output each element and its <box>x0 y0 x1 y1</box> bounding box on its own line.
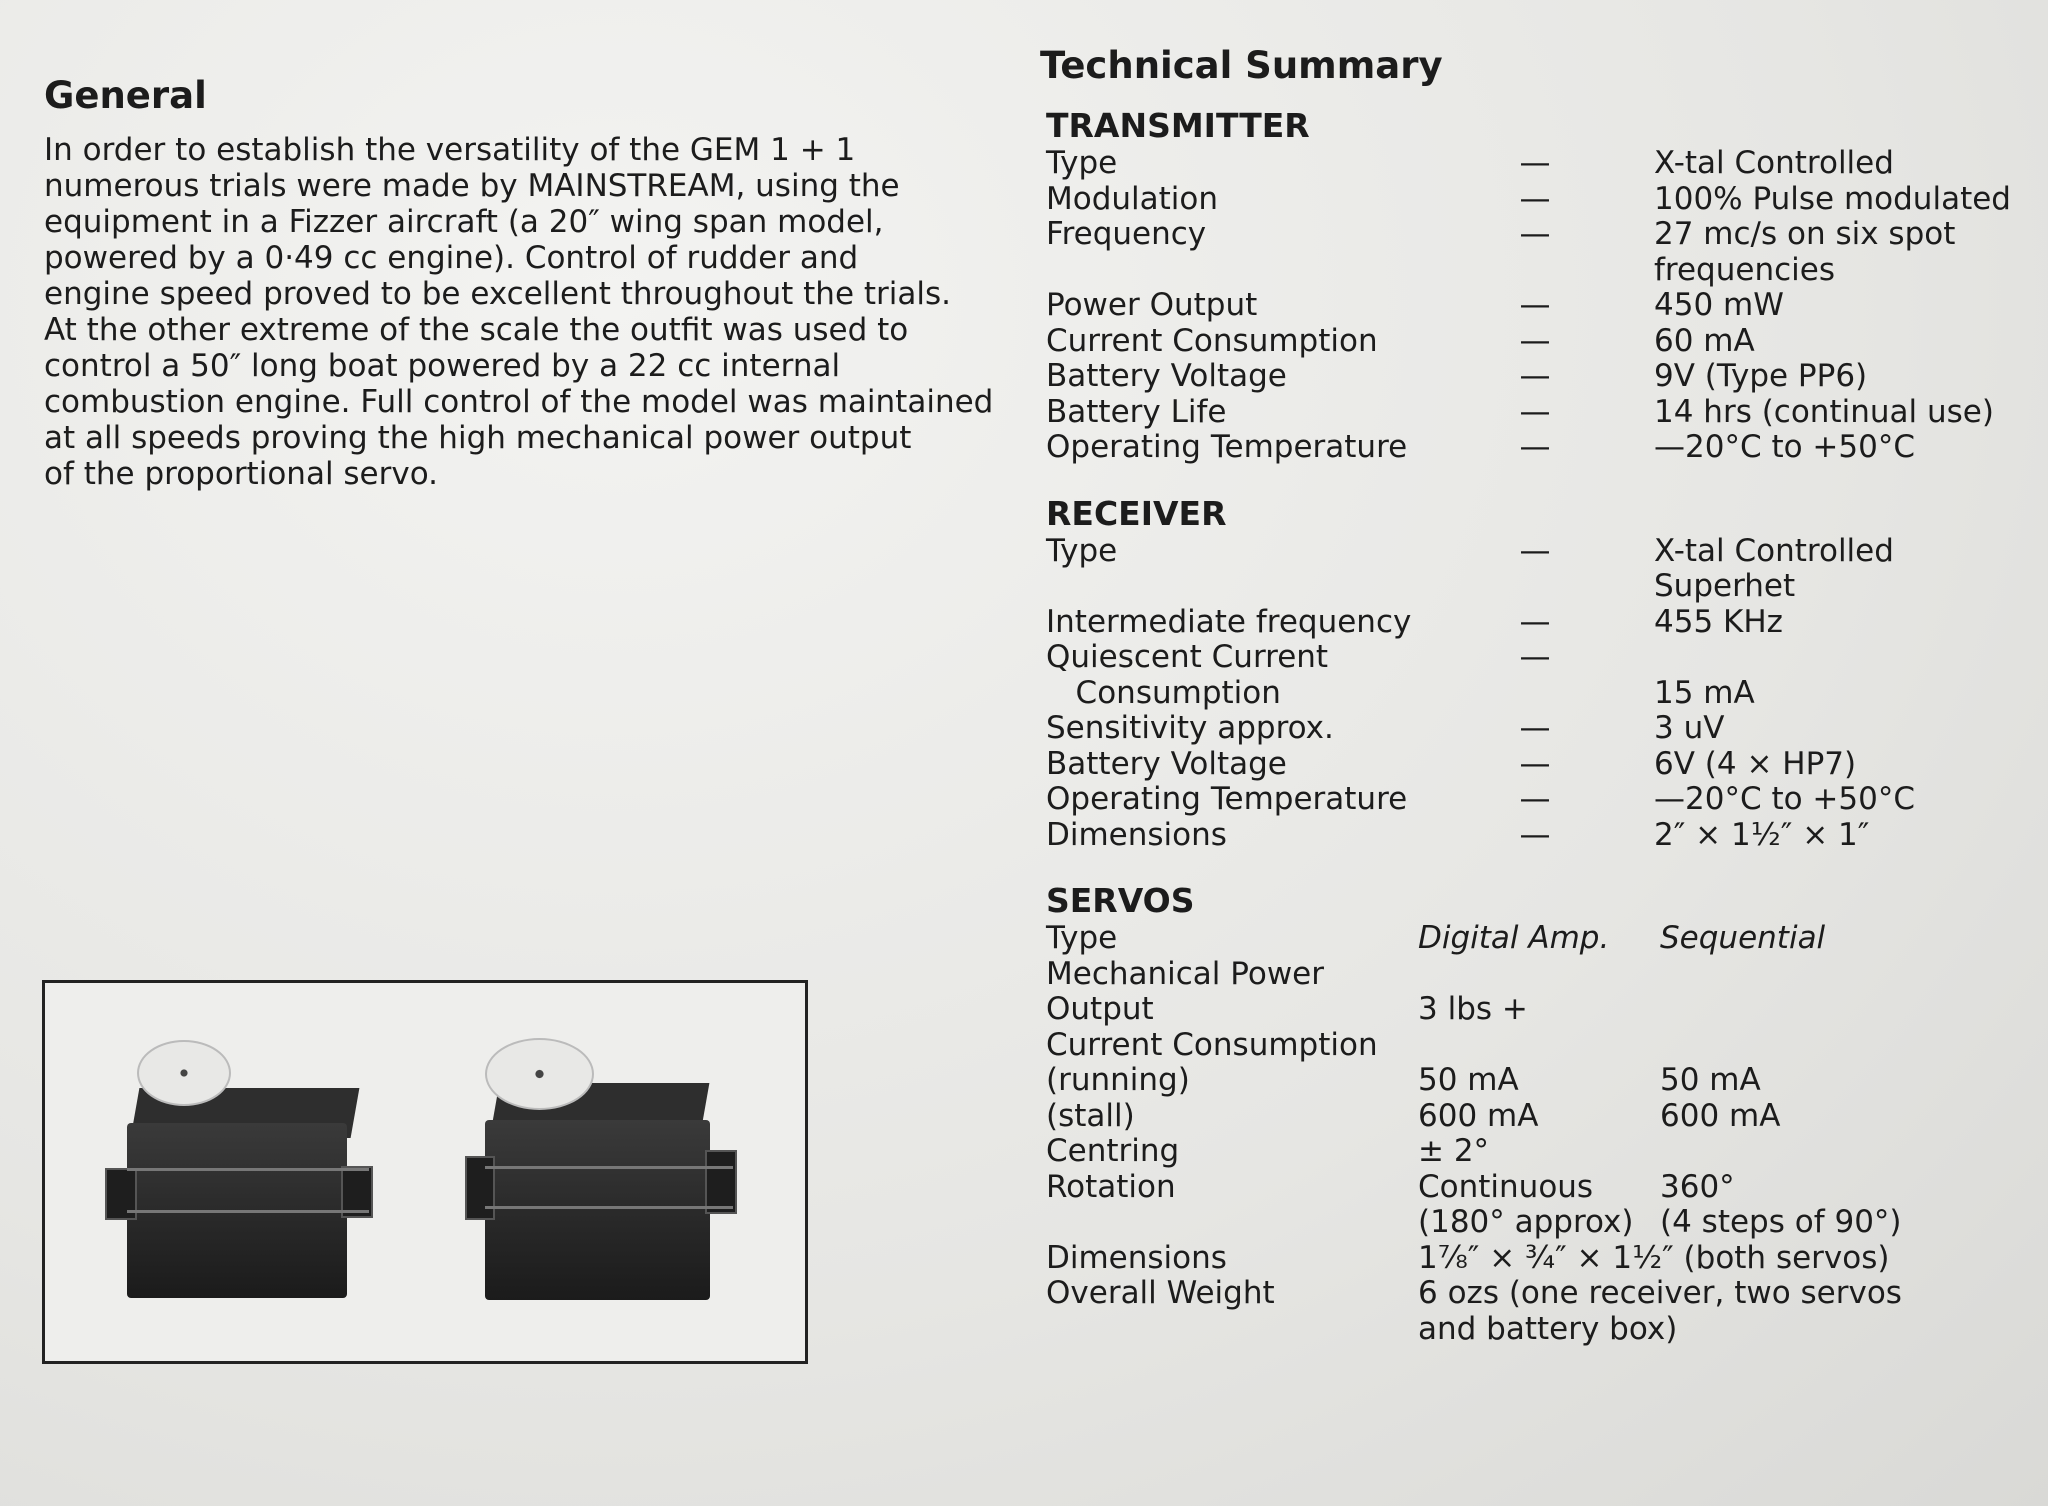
spec-row <box>1046 640 2026 711</box>
spec-label: Dimensions <box>1046 816 1227 853</box>
spec-row <box>1046 782 2026 818</box>
spec-dash: — <box>1519 287 1551 323</box>
spec-label: Dimensions <box>1046 1239 1227 1276</box>
receiver-specs <box>1046 534 2026 854</box>
spec-dash: — <box>1519 393 1551 430</box>
spec-label: Battery Voltage <box>1046 358 1287 394</box>
spec-dash: — <box>1519 781 1551 817</box>
spec-row <box>1046 324 2026 360</box>
spec-label: Centring <box>1046 1133 1180 1169</box>
spec-row <box>1046 395 2026 431</box>
spec-dash: — <box>1519 145 1551 181</box>
spec-value: ± 2° <box>1418 1133 1490 1169</box>
servo-weight-row <box>1046 1276 2026 1347</box>
spec-row <box>1046 182 2026 218</box>
spec-dash: — <box>1519 322 1551 359</box>
spec-label: Battery Voltage <box>1046 745 1287 782</box>
spec-label: Type <box>1046 532 1118 569</box>
spec-value: 14 hrs (continual use) <box>1654 393 1994 430</box>
spec-value: Sequential <box>1660 920 1826 956</box>
spec-label: Power Output <box>1046 287 1258 323</box>
servo-rotation-row <box>1046 1170 2026 1241</box>
spec-dash: — <box>1519 216 1551 252</box>
spec-value: 27 mc/s on six spot frequencies <box>1654 216 1956 288</box>
servo-centring-row <box>1046 1134 2026 1170</box>
spec-row <box>1046 430 2026 466</box>
servo-icon <box>105 1028 395 1298</box>
spec-label: Current Consumption <box>1046 322 1378 359</box>
transmitter-heading: TRANSMITTER <box>1046 106 1310 145</box>
spec-value: 60 mA <box>1654 322 1755 359</box>
spec-value: X-tal Controlled <box>1654 145 1894 181</box>
servos-heading: SERVOS <box>1046 881 1195 920</box>
spec-row <box>1046 711 2026 747</box>
spec-label: Operating Temperature <box>1046 429 1408 465</box>
servo-icon <box>465 1028 765 1298</box>
spec-value: 360° (4 steps of 90°) <box>1660 1168 1902 1240</box>
spec-dash: — <box>1519 429 1551 465</box>
spec-row <box>1046 146 2026 182</box>
spec-row <box>1046 605 2026 641</box>
spec-value: 100% Pulse modulated <box>1654 180 2011 217</box>
spec-value: 50 mA 600 mA <box>1418 1062 1539 1134</box>
spec-label: Overall Weight <box>1046 1275 1275 1311</box>
spec-label: Mechanical Power Output <box>1046 955 1325 1027</box>
spec-dash: — <box>1519 603 1551 640</box>
technical-summary <box>1046 106 2026 1347</box>
spec-value: 9V (Type PP6) <box>1654 358 1868 394</box>
spec-dash: — <box>1519 358 1551 394</box>
spec-label: Type <box>1046 920 1118 956</box>
spec-value: 3 lbs + <box>1418 991 1528 1027</box>
spec-value: —20°C to +50°C <box>1654 429 1915 465</box>
spec-value: Continuous (180° approx) <box>1418 1168 1634 1240</box>
spec-row <box>1046 818 2026 854</box>
spec-label: Type <box>1046 145 1118 181</box>
spec-label: Quiescent Current Consumption <box>1046 639 1329 711</box>
spec-dash: — <box>1519 180 1551 217</box>
spec-label: Frequency <box>1046 216 1207 252</box>
spec-dash: — <box>1519 532 1551 569</box>
spec-row <box>1046 217 2026 288</box>
spec-row <box>1046 534 2026 605</box>
servo-photo <box>42 980 808 1364</box>
spec-dash: — <box>1519 639 1551 675</box>
spec-dash: — <box>1519 816 1551 853</box>
spec-value: 6 ozs (one receiver, two servos and battery box) <box>1418 1275 1902 1347</box>
receiver-heading: RECEIVER <box>1046 493 1227 533</box>
spec-row <box>1046 747 2026 783</box>
spec-row <box>1046 359 2026 395</box>
spec-value: 450 mW <box>1654 287 1784 323</box>
spec-dash: — <box>1519 710 1551 746</box>
transmitter-specs <box>1046 146 2026 466</box>
spec-label: Rotation <box>1046 1168 1176 1205</box>
spec-label: Battery Life <box>1046 393 1227 430</box>
spec-label: Sensitivity approx. <box>1046 710 1334 746</box>
servo-type-row <box>1046 921 2026 957</box>
general-heading: General <box>44 74 207 117</box>
spec-value: 1⅞″ × ¾″ × 1½″ (both servos) <box>1418 1239 1890 1276</box>
spec-label: Modulation <box>1046 180 1219 217</box>
spec-value: Digital Amp. <box>1418 920 1610 956</box>
servo-dimensions-row <box>1046 1241 2026 1277</box>
servos-specs <box>1046 921 2026 1347</box>
spec-dash: — <box>1519 745 1551 782</box>
spec-value: 455 KHz <box>1654 603 1783 640</box>
spec-value: 3 uV <box>1654 710 1725 746</box>
servo-current-row <box>1046 1028 2026 1135</box>
spec-value: 6V (4 × HP7) <box>1654 745 1857 782</box>
spec-row <box>1046 288 2026 324</box>
spec-label: Operating Temperature <box>1046 781 1408 817</box>
servo-power-row <box>1046 957 2026 1028</box>
technical-summary-heading: Technical Summary <box>1040 44 1443 87</box>
spec-value: —20°C to +50°C <box>1654 781 1915 817</box>
spec-value: 50 mA 600 mA <box>1660 1062 1781 1134</box>
spec-label: Current Consumption (running) (stall) <box>1046 1026 1378 1134</box>
spec-value: 15 mA <box>1654 674 1755 711</box>
spec-value: X-tal Controlled Superhet <box>1654 532 1894 604</box>
spec-value: 2″ × 1½″ × 1″ <box>1654 816 1870 853</box>
general-paragraph: In order to establish the versatility of the GEM 1 + 1 numerous trials were made by MAINSTREAM, using the equipment in a Fizzer aircraft (a 20″ wing span model, powered by a 0·49 cc engine). Control of rudder and engine speed proved to be excellent throughout the trials. At the other extreme of the scale the outfit was used to control a 50″ long boat powered by a 22 cc internal combustion engine. Full control of the model was maintained at all speeds proving the high mechanical power output of the proportional servo. <box>44 132 994 492</box>
spec-label: Intermediate frequency <box>1046 603 1412 640</box>
